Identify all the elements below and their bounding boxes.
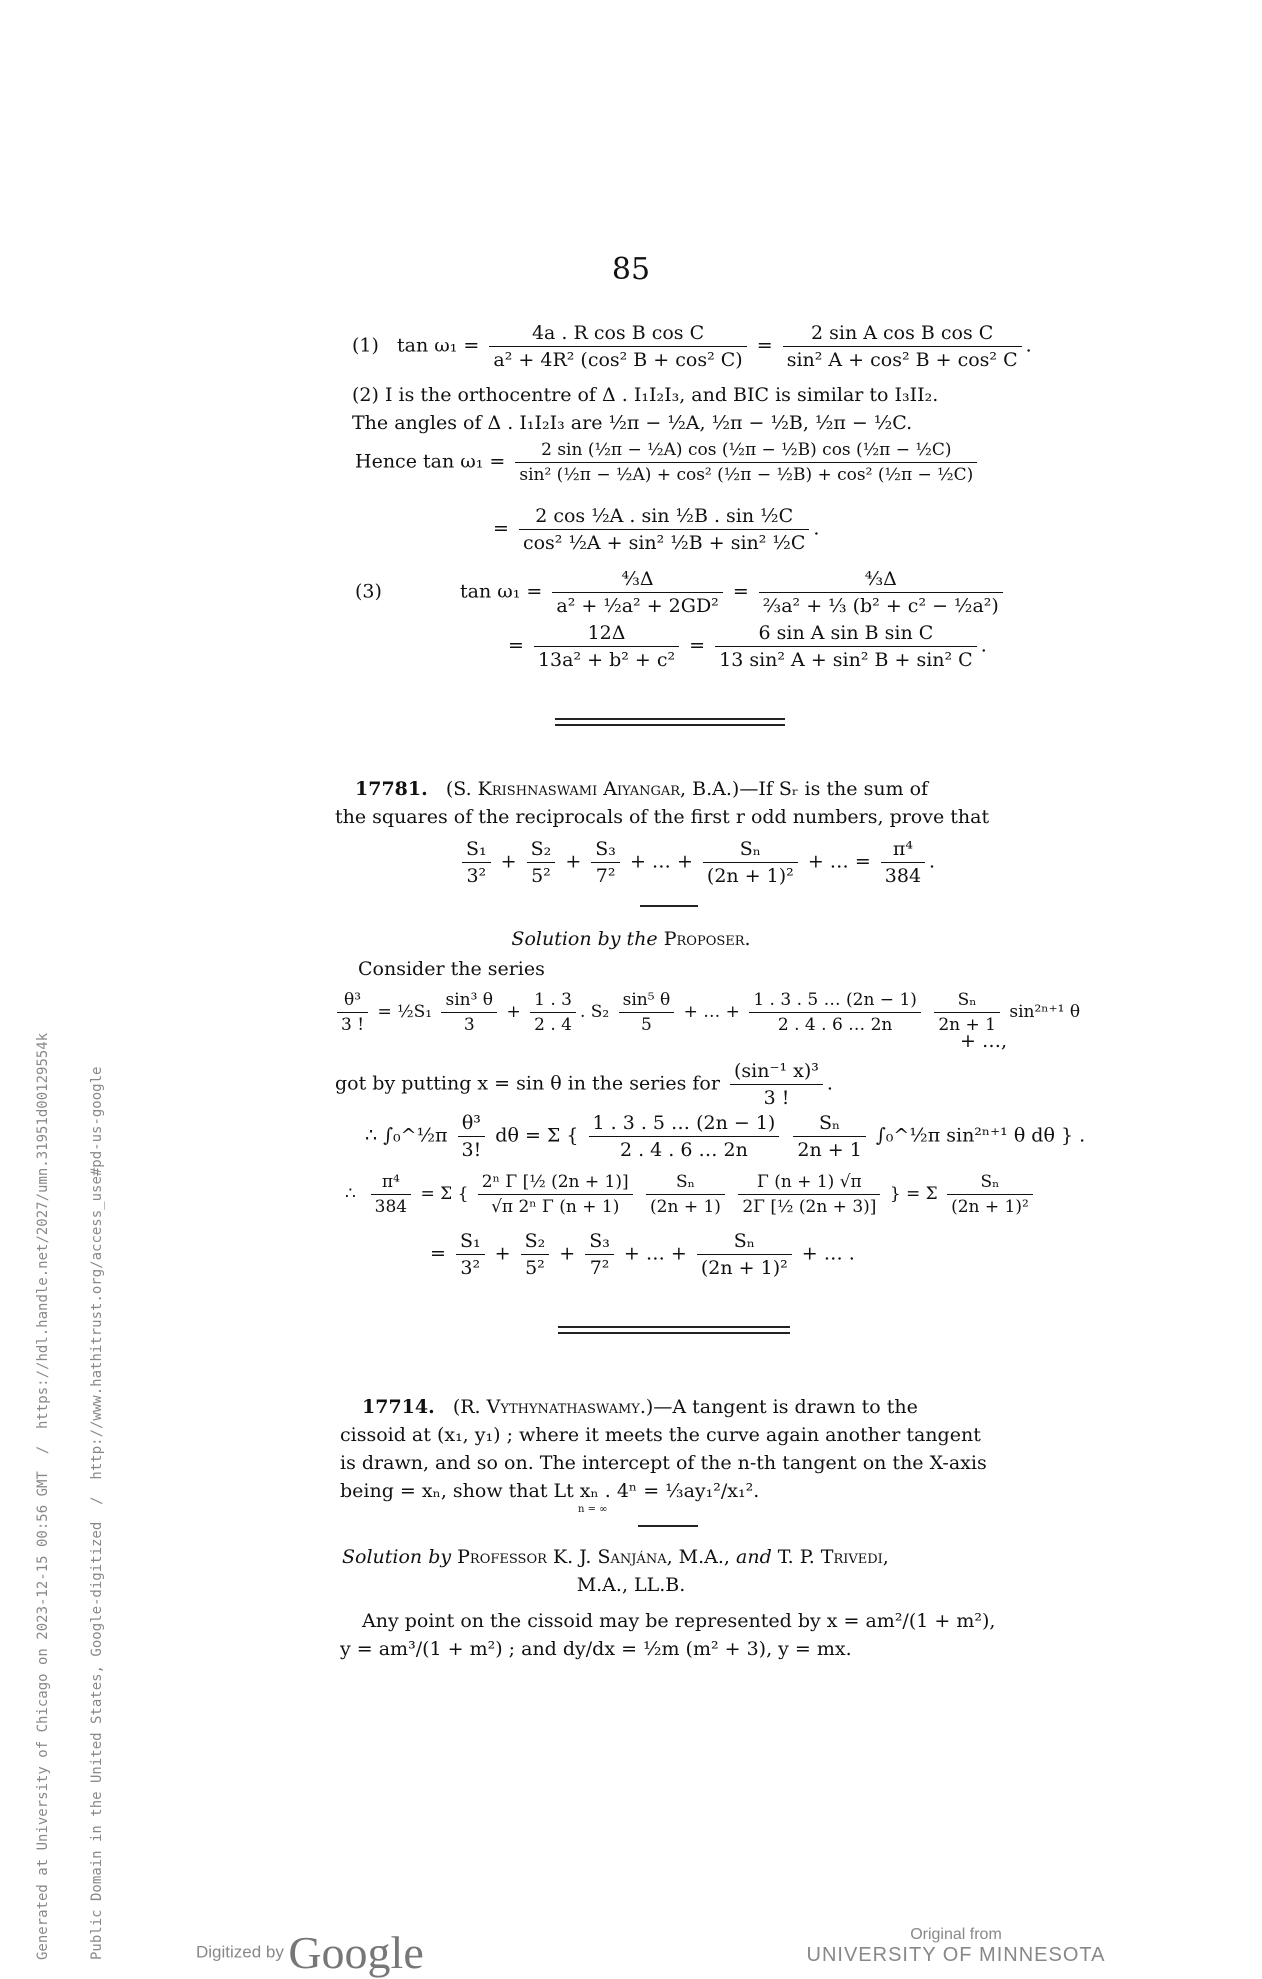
series-term-1: $\frac{\text{S₁}}{\text{3²}}$ (462, 838, 491, 887)
paragraph-2-line-2: The angles of Δ . I₁I₂I₃ are ½π − ½A, ½π − ½B, ½π − ½C. (352, 412, 913, 434)
solution-2-heading-2: M.A., LL.B. (576, 1574, 686, 1596)
result-equation: ∴ $\frac{\text{π⁴}}{384}$ = Σ { $\frac{\text{2ⁿ Γ [½ (2n + 1)]}}{\text{√π 2ⁿ Γ (n + 1)}}$ $\frac{\text{Sₙ}}{(2n + 1)}$ $\frac{\Gamma (n + 1) √\pi}{\text{2Γ [½ (2n + 3)]}}$ } = Σ $\frac{\text{Sₙ}}{\text{(2n + 1)²}}$ (345, 1172, 1037, 1217)
series-term-n: $\frac{\text{Sₙ}}{\text{(2n + 1)²}}$ (703, 838, 798, 887)
section-divider-2b (558, 1332, 790, 1334)
short-divider-2 (638, 1525, 698, 1527)
hence-fraction-2: $\frac{\text{2 cos ½A . sin ½B . sin ½C}}{\text{cos² ½A + sin² ½B + sin² ½C}}$ (519, 505, 809, 554)
problem-17781-number: 17781. (355, 778, 428, 800)
solution-2-heading: Solution by Professor K. J. Sanjána, M.A., and T. P. Trivedi, (342, 1546, 889, 1568)
eq3-fraction-4: $\frac{\text{6 sin A sin B sin C}}{\text{13 sin² A + sin² B + sin² C}}$ (715, 622, 977, 671)
equation-3: (3) tan ω₁ = $\frac{\text{⁴⁄₃Δ}}{\text{a² + ½a² + 2GD²}}$ = $\frac{\text{⁴⁄₃Δ}}{\text{⅔a² + ⅓ (b² + c² − ½a²)}}$ (355, 568, 1007, 617)
problem-17714-line-2: cissoid at (x₁, y₁) ; where it meets the curve again another tangent (340, 1424, 981, 1446)
theta-series: $\frac{\text{θ³}}{3 !}$ = ½S₁ $\frac{\text{sin³ θ}}{3}$ + $\frac{1 . 3}{2 . 4}$ . S₂ $\frac{\text{sin⁵ θ}}{5}$ + … + $\frac{1 . 3 . 5 \dots (2n - 1)}{2 . 4 . 6 \dots 2n}$ $\frac{\text{Sₙ}}{2n + 1}$ sin²ⁿ⁺¹ θ (333, 990, 1080, 1035)
series-rhs: $\frac{\text{π⁴}}{384}$ (881, 838, 925, 887)
eq3-fraction-1: $\frac{\text{⁴⁄₃Δ}}{\text{a² + ½a² + 2GD²}}$ (552, 568, 722, 617)
series-term-2: $\frac{\text{S₂}}{\text{5²}}$ (527, 838, 556, 887)
solution-2-line-1: Any point on the cissoid may be represented by x = am²/(1 + m²), (362, 1610, 996, 1632)
theta-series-tail: + …, (960, 1030, 1007, 1052)
problem-17781-series: $\frac{\text{S₁}}{\text{3²}}$ + $\frac{\text{S₂}}{\text{5²}}$ + $\frac{\text{S₃}}{\text{7²}}$ + … + $\frac{\text{Sₙ}}{\text{(2n + 1)²}}$ + … = $\frac{\text{π⁴}}{384}$ . (458, 838, 935, 887)
eq1-label: (1) (352, 334, 379, 357)
final-series: = $\frac{\text{S₁}}{\text{3²}}$ + $\frac{\text{S₂}}{\text{5²}}$ + $\frac{\text{S₃}}{\text{7²}}$ + … + $\frac{\text{Sₙ}}{\text{(2n + 1)²}}$ + … . (430, 1230, 855, 1279)
equation-1: (1) tan ω₁ = $\frac{\text{4a . R cos B cos C}}{\text{a² + 4R² (cos² B + cos² C)}}$ = $\frac{\text{2 sin A cos B cos C}}{\text{sin² A + cos² B + cos² C}}$ . (352, 322, 1032, 371)
got-by-text: got by putting x = sin θ in the series for $\frac{\text{(sin⁻¹ x)³}}{3 !}$ . (335, 1060, 833, 1109)
page-number: 85 (611, 252, 651, 287)
hence-equation-2: = $\frac{\text{2 cos ½A . sin ½B . sin ½C}}{\text{cos² ½A + sin² ½B + sin² ½C}}$ . (493, 505, 820, 554)
problem-17781-line-2: the squares of the reciprocals of the first r odd numbers, prove that (335, 806, 990, 828)
problem-17781-line-1: 17781. (S. Krishnaswami Aiyangar, B.A.)—If Sᵣ is the sum of (355, 778, 929, 800)
consider-text: Consider the series (358, 958, 545, 980)
section-divider-1b (555, 724, 785, 726)
eq3-fraction-3: $\frac{12\Delta}{\text{13a² + b² + c²}}$ (534, 622, 679, 671)
problem-17714-author: (R. Vythynathaswamy.) (452, 1396, 654, 1418)
short-divider-1 (640, 905, 698, 907)
hence-equation: Hence tan ω₁ = $\frac{\text{2 sin (½π − ½A) cos (½π − ½B) cos (½π − ½C)}}{\text{sin² (½π − ½A) + cos² (½π − ½B) + cos² (½π − ½C)}}$ (355, 440, 981, 485)
problem-17714-line-1: 17714. (R. Vythynathaswamy.)—A tangent is drawn to the (362, 1396, 918, 1418)
eq1-fraction-2: $\frac{\text{2 sin A cos B cos C}}{\text{sin² A + cos² B + cos² C}}$ (783, 322, 1022, 371)
equation-3-line-2: = $\frac{12\Delta}{\text{13a² + b² + c²}}$ = $\frac{\text{6 sin A sin B sin C}}{\text{13 sin² A + sin² B + sin² C}}$ . (508, 622, 987, 671)
integral-equation: ∴ ∫₀^½π $\frac{\text{θ³}}{3!}$ dθ = Σ { $\frac{1 . 3 . 5 \dots (2n - 1)}{2 . 4 . 6 \dots 2n}$ $\frac{\text{Sₙ}}{2n + 1}$ ∫₀^½π sin²ⁿ⁺¹ θ dθ } . (365, 1112, 1086, 1161)
series-term-3: $\frac{\text{S₃}}{\text{7²}}$ (591, 838, 620, 887)
hence-fraction-1: $\frac{\text{2 sin (½π − ½A) cos (½π − ½B) cos (½π − ½C)}}{\text{sin² (½π − ½A) + cos² (½π − ½B) + cos² (½π − ½C)}}$ (515, 440, 977, 485)
solution-1-heading: Solution by the Proposer. (511, 928, 751, 950)
solution-2-line-2: y = am³/(1 + m²) ; and dy/dx = ½m (m² + 3), y = mx. (340, 1638, 852, 1660)
section-divider-2 (558, 1326, 790, 1328)
section-divider-1 (555, 718, 785, 720)
eq1-lhs: tan ω₁ = (397, 334, 480, 357)
problem-17714-line-3: is drawn, and so on. The intercept of the n-th tangent on the X-axis (340, 1452, 987, 1474)
problem-17714-line-4: being = xₙ, show that Lt xₙ . 4ⁿ = ⅓ay₁²/x₁². (340, 1480, 760, 1502)
problem-17714-number: 17714. (362, 1396, 435, 1418)
limit-subscript: n = ∞ (578, 1504, 608, 1515)
digitized-by-google-logo: Digitized by Google (196, 1927, 424, 1978)
eq3-fraction-2: $\frac{\text{⁴⁄₃Δ}}{\text{⅔a² + ⅓ (b² + c² − ½a²)}}$ (759, 568, 1003, 617)
paragraph-2-line-1: (2) I is the orthocentre of Δ . I₁I₂I₃, and BIC is similar to I₃II₂. (352, 384, 939, 406)
problem-17781-author: (S. Krishnaswami Aiyangar, B.A.) (445, 778, 740, 800)
eq1-fraction-1: $\frac{\text{4a . R cos B cos C}}{\text{a² + 4R² (cos² B + cos² C)}}$ (489, 322, 746, 371)
original-from: Original from UNIVERSITY OF MINNESOTA (806, 1926, 1106, 1966)
margin-provenance-note: Generated at University of Chicago on 2023-12-15 00:56 GMT / https://hdl.handle.net/2027/umn.31951d00129554k Public Domain in the United States, Google-digitized / http://www.hathitrust.org/access_use#pd-us-google (35, 1032, 105, 1960)
